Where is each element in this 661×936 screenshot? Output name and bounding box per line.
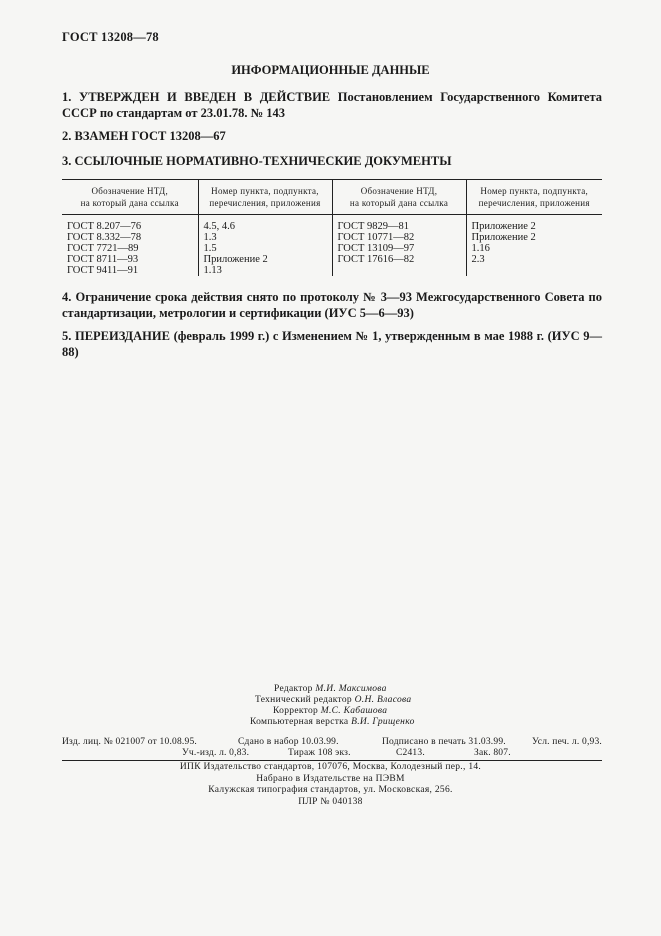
item-references xyxy=(62,153,602,169)
printer-line: Калужская типография стандартов, ул. Московская, 256. xyxy=(208,785,453,795)
col-header-doc: Обозначение НТД, на который дана ссылка xyxy=(332,180,466,215)
col-header-ref: Номер пункта, подпункта, перечисления, приложения xyxy=(198,180,332,215)
left-ref-cell: 4.5, 4.6 1.3 1.5 Приложение 2 1.13 xyxy=(198,215,332,277)
printer-info xyxy=(0,762,661,808)
table-header-row xyxy=(62,180,602,215)
col-header-ref: Номер пункта, подпункта, перечисления, приложения xyxy=(466,180,602,215)
item-lead: ССЫЛОЧНЫЕ НОРМАТИВНО-ТЕХНИЧЕСКИЕ ДОКУМЕНТЫ xyxy=(74,154,452,168)
reference-table xyxy=(62,179,602,276)
item-replaces xyxy=(62,128,602,144)
item-text: Ограничение срока действия снято по протоколу № 3—93 Межгосударственного Совета по стандартизации, метрологии и сертификации (ИУС 5—6—93) xyxy=(62,290,602,320)
item-reissue xyxy=(62,328,602,360)
item-text: (февраль 1999 г.) с Изменением № 1, утвержденным в мае 1988 г. (ИУС 9—88) xyxy=(62,329,603,359)
item-lead: УТВЕРЖДЕН И ВВЕДЕН В ДЕЙСТВИЕ xyxy=(79,90,331,104)
left-doc-cell: ГОСТ 8.207—76 ГОСТ 8.332—78 ГОСТ 7721—89 ГОСТ 8711—93 ГОСТ 9411—91 xyxy=(62,215,198,277)
order-code: С2413. xyxy=(396,748,425,758)
right-doc-cell: ГОСТ 9829—81 ГОСТ 10771—82 ГОСТ 13109—97 ГОСТ 17616—82 xyxy=(332,215,466,277)
item-number: 2. xyxy=(62,129,72,143)
credit-editor: Редактор М.И. Максимова xyxy=(274,684,387,694)
item-validity-limit xyxy=(62,289,602,321)
divider xyxy=(62,760,602,761)
item-number: 1. xyxy=(62,90,72,104)
order-number: Зак. 807. xyxy=(474,748,511,758)
item-number: 4. xyxy=(62,290,72,304)
printer-line: ПЛР № 040138 xyxy=(298,796,363,807)
print-sheets: Усл. печ. л. 0,93. xyxy=(532,737,602,747)
info-heading: ИНФОРМАЦИОННЫЕ ДАННЫЕ xyxy=(231,63,430,77)
printer-line: ИПК Издательство стандартов, 107076, Москва, Колодезный пер., 14. xyxy=(179,762,482,772)
credit-proofreader: Корректор М.С. Кабашова xyxy=(273,706,388,716)
item-lead: ВЗАМЕН ГОСТ 13208—67 xyxy=(74,129,226,143)
credit-layout: Компьютерная верстка В.И. Грищенко xyxy=(250,717,415,727)
item-number: 3. xyxy=(62,154,72,168)
credit-tech-editor: Технический редактор О.Н. Власова xyxy=(255,695,412,705)
item-number: 5. xyxy=(62,329,72,343)
col-header-doc: Обозначение НТД, на который дана ссылка xyxy=(62,180,198,215)
item-text: Постановлением Государственного Комитета СССР по стандартам от 23.01.78. № 143 xyxy=(62,90,603,120)
table-row xyxy=(62,215,602,277)
editorial-credits xyxy=(250,684,450,728)
sent-to-set: Сдано в набор 10.03.99. xyxy=(238,737,339,747)
pub-sheets: Уч.-изд. л. 0,83. xyxy=(182,748,250,758)
item-lead: ПЕРЕИЗДАНИЕ xyxy=(74,329,170,343)
printer-line: Набрано в Издательстве на ПЭВМ xyxy=(256,773,405,784)
circulation: Тираж 108 экз. xyxy=(288,748,351,758)
right-ref-cell: Приложение 2 Приложение 2 1.16 2.3 xyxy=(471,221,536,265)
item-approved xyxy=(62,89,602,121)
signed-to-print: Подписано в печать 31.03.99. xyxy=(382,737,506,747)
license-info: Изд. лиц. № 021007 от 10.08.95. xyxy=(62,737,197,747)
document-code: ГОСТ 13208—78 xyxy=(62,30,159,44)
